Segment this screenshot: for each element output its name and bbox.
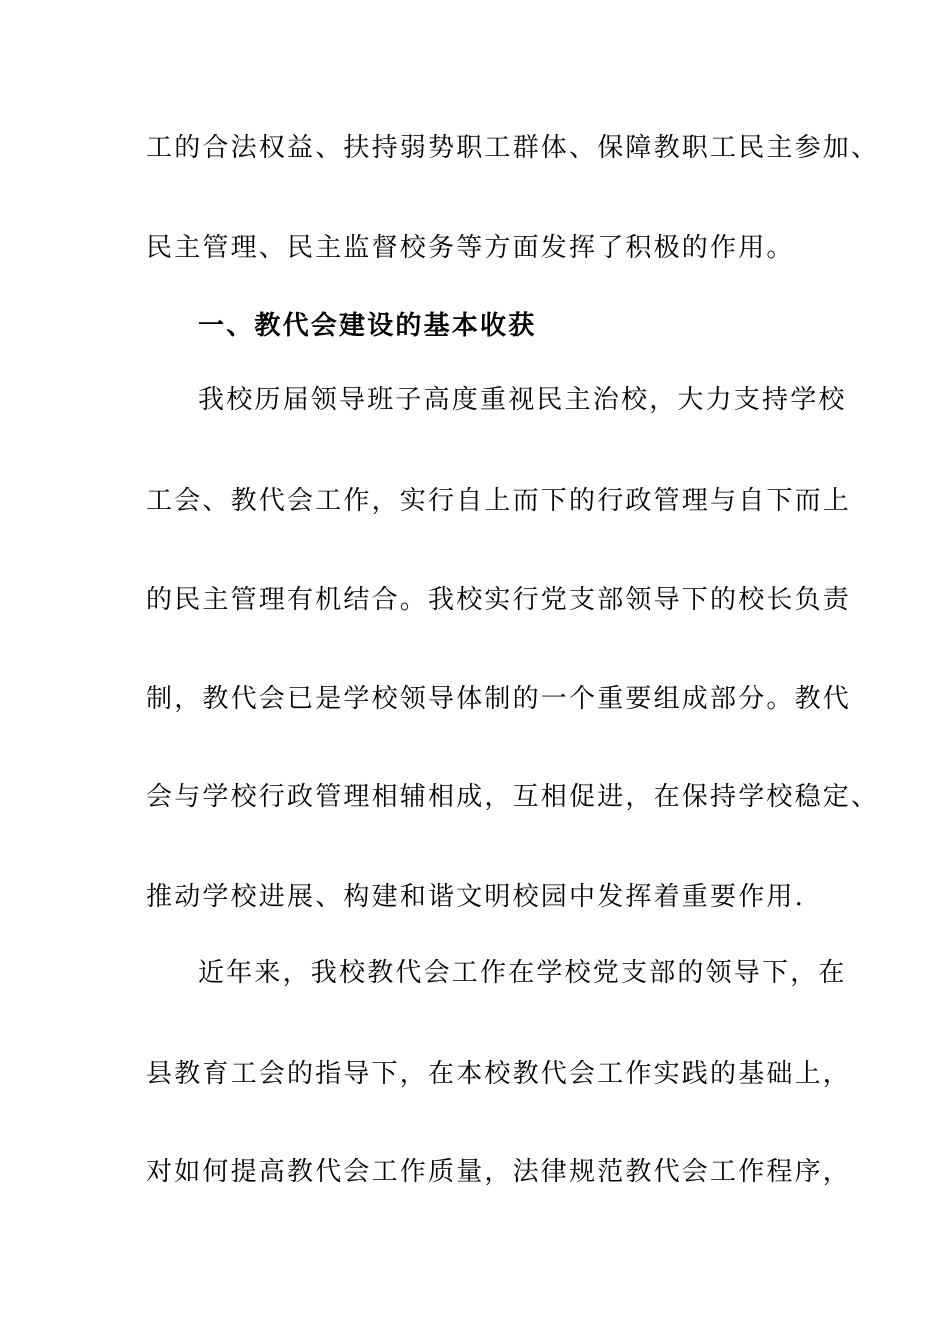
text-line: 工的合法权益、扶持弱势职工群体、保障教职工民主参加、 [146, 133, 880, 163]
text-line: 的民主管理有机结合。我校实行党支部领导下的校长负责 [146, 585, 852, 615]
text-line: 工会、教代会工作，实行自上而下的行政管理与自下而上 [146, 486, 852, 516]
text-line: 对如何提高教代会工作质量，法律规范教代会工作程序， [146, 1157, 852, 1187]
paragraph-first-line: 近年来，我校教代会工作在学校党支部的领导下，在 [198, 958, 847, 988]
text-line: 民主管理、民主监督校务等方面发挥了积极的作用。 [146, 233, 795, 263]
paragraph-first-line: 我校历届领导班子高度重视民主治校，大力支持学校 [198, 385, 847, 415]
text-line: 制，教代会已是学校领导体制的一个重要组成部分。教代 [146, 684, 852, 714]
section-heading: 一、教代会建设的基本收获 [198, 311, 537, 341]
text-line: 会与学校行政管理相辅相成，互相促进，在保持学校稳定、 [146, 782, 880, 812]
text-line: 县教育工会的指导下，在本校教代会工作实践的基础上， [146, 1059, 852, 1089]
text-line: 推动学校进展、构建和谐文明校园中发挥着重要作用. [146, 882, 806, 912]
